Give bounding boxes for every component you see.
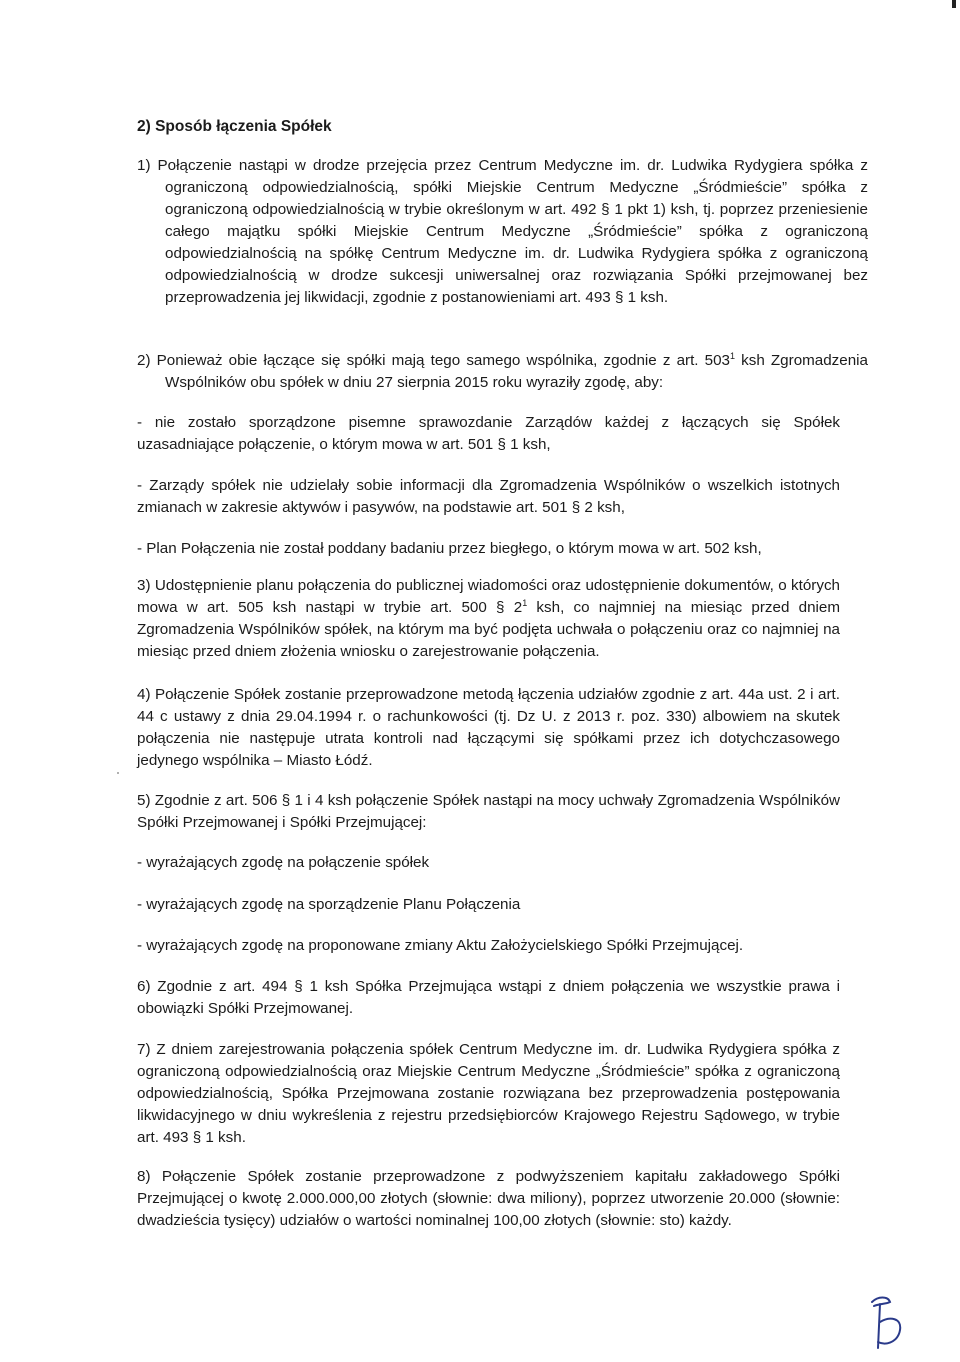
- scan-speck: [117, 772, 119, 774]
- paragraph-1-2: [137, 350, 868, 394]
- paragraph-5: 5) Zgodnie z art. 506 § 1 i 4 ksh połączenie Spółek nastąpi na mocy uchwały Zgromadzenia Wspólników Spółki Przejmowanej i Spółki Przejmującej:: [137, 792, 840, 831]
- list-item-1: - wyrażających zgodę na połączenie spółek: [137, 854, 430, 871]
- paragraph-7: 7) Z dniem zarejestrowania połączenia spółek Centrum Medyczne im. dr. Ludwika Rydygiera spółka z ograniczoną odpowiedzialnością oraz Miejskie Centrum Medyczne „Śródmieście” spółka z ograniczoną odpowiedzialnością, Spółka Przejmowana zostanie rozwiązana bez przeprowadzenia postępowania likwidacyjnego w dniu wykreślenia z rejestru przedsiębiorców Krajowego Rejestru Sądowego, w trybie art. 493 § 1 ksh.: [137, 1041, 840, 1146]
- list-item-3: - wyrażających zgodę na proponowane zmiany Aktu Założycielskiego Spółki Przejmującej.: [137, 937, 744, 954]
- paragraph-1-2-text-cont: ksh Zgromadzenia Wspólników obu spółek w dniu 27 sierpnia 2015 roku wyraziły zgodę, aby:: [165, 352, 868, 391]
- paragraph-4: 4) Połączenie Spółek zostanie przeprowadzone metodą łączenia udziałów zgodnie z art. 44a ust. 2 i art. 44 c ustawy z dnia 29.04.1994 r. o rachunkowości (tj. Dz U. z 2013 r. poz. 330) albowiem na skutek połączenia nie następuje utrata kontroli nad łączącymi się spółkami przez ich dotychczasowego jedynego wspólnika – Miasto Łódź.: [137, 686, 840, 769]
- paragraph-3-text: 3) Udostępnienie planu połączenia do publicznej wiadomości oraz udostępnienie dokumentów, o których mowa w art. 505 ksh nastąpi w trybie art. 500 § 2: [137, 577, 840, 616]
- paragraph-1-1: 1) Połączenie nastąpi w drodze przejęcia przez Centrum Medyczne im. dr. Ludwika Rydygiera spółka z ograniczoną odpowiedzialnością, spółki Miejskie Centrum Medyczne „Śródmieście” spółka z ograniczoną odpowiedzialnością w trybie określonym w art. 492 § 1 pkt 1) ksh, tj. poprzez przeniesienie całego majątku spółki Miejskie Centrum Medyczne „Śródmieście” spółka z ograniczoną odpowiedzialnością na spółkę Centrum Medyczne im. dr. Ludwika Rydygiera spółka z ograniczoną odpowiedzialnością w drodze sukcesji uniwersalnej oraz rozwiązania Spółki przejmowanej bez przeprowadzenia jej likwidacji, zgodnie z postanowieniami art. 493 § 1 ksh.: [137, 157, 868, 306]
- superscript: 1: [522, 597, 528, 608]
- bullet-1: - nie zostało sporządzone pisemne sprawozdanie Zarządów każdej z łączących się Spółek uzasadniające połączenie, o którym mowa w art. 501 § 1 ksh,: [137, 414, 840, 453]
- paragraph-6: 6) Zgodnie z art. 494 § 1 ksh Spółka Przejmująca wstąpi z dniem połączenia we wszystkie prawa i obowiązki Spółki Przejmowanej.: [137, 978, 840, 1017]
- handwritten-initials: [866, 1292, 908, 1352]
- paragraph-1-2-text: 2) Ponieważ obie łączące się spółki mają tego samego wspólnika, zgodnie z art. 503: [137, 352, 730, 369]
- paragraph-3-text-cont: ksh, co najmniej na miesiąc przed dniem Zgromadzenia Wspólników spółek, na którym ma być podjęta uchwała o połączeniu oraz co najmniej na miesiąc przed dniem złożenia wniosku o zarejestrowanie połączenia.: [137, 599, 840, 660]
- section-heading: 2) Sposób łączenia Spółek: [137, 118, 332, 135]
- paragraph-3: [137, 575, 840, 663]
- superscript: 1: [730, 350, 736, 361]
- paragraph-8: 8) Połączenie Spółek zostanie przeprowadzone z podwyższeniem kapitału zakładowego Spółki Przejmującej o kwotę 2.000.000,00 złotych (słownie: dwa miliony), poprzez utworzenie 20.000 (słownie: dwadzieścia tysięcy) udziałów o wartości nominalnej 100,00 złotych (słownie: sto) każdy.: [137, 1168, 840, 1229]
- list-item-2: - wyrażających zgodę na sporządzenie Planu Połączenia: [137, 896, 521, 913]
- scan-corner-mark: [952, 0, 956, 8]
- bullet-3: - Plan Połączenia nie został poddany badaniu przez biegłego, o którym mowa w art. 502 ksh,: [137, 540, 762, 557]
- bullet-2: - Zarządy spółek nie udzielały sobie informacji dla Zgromadzenia Wspólników o wszelkich istotnych zmianach w zakresie aktywów i pasywów, na podstawie art. 501 § 2 ksh,: [137, 477, 840, 516]
